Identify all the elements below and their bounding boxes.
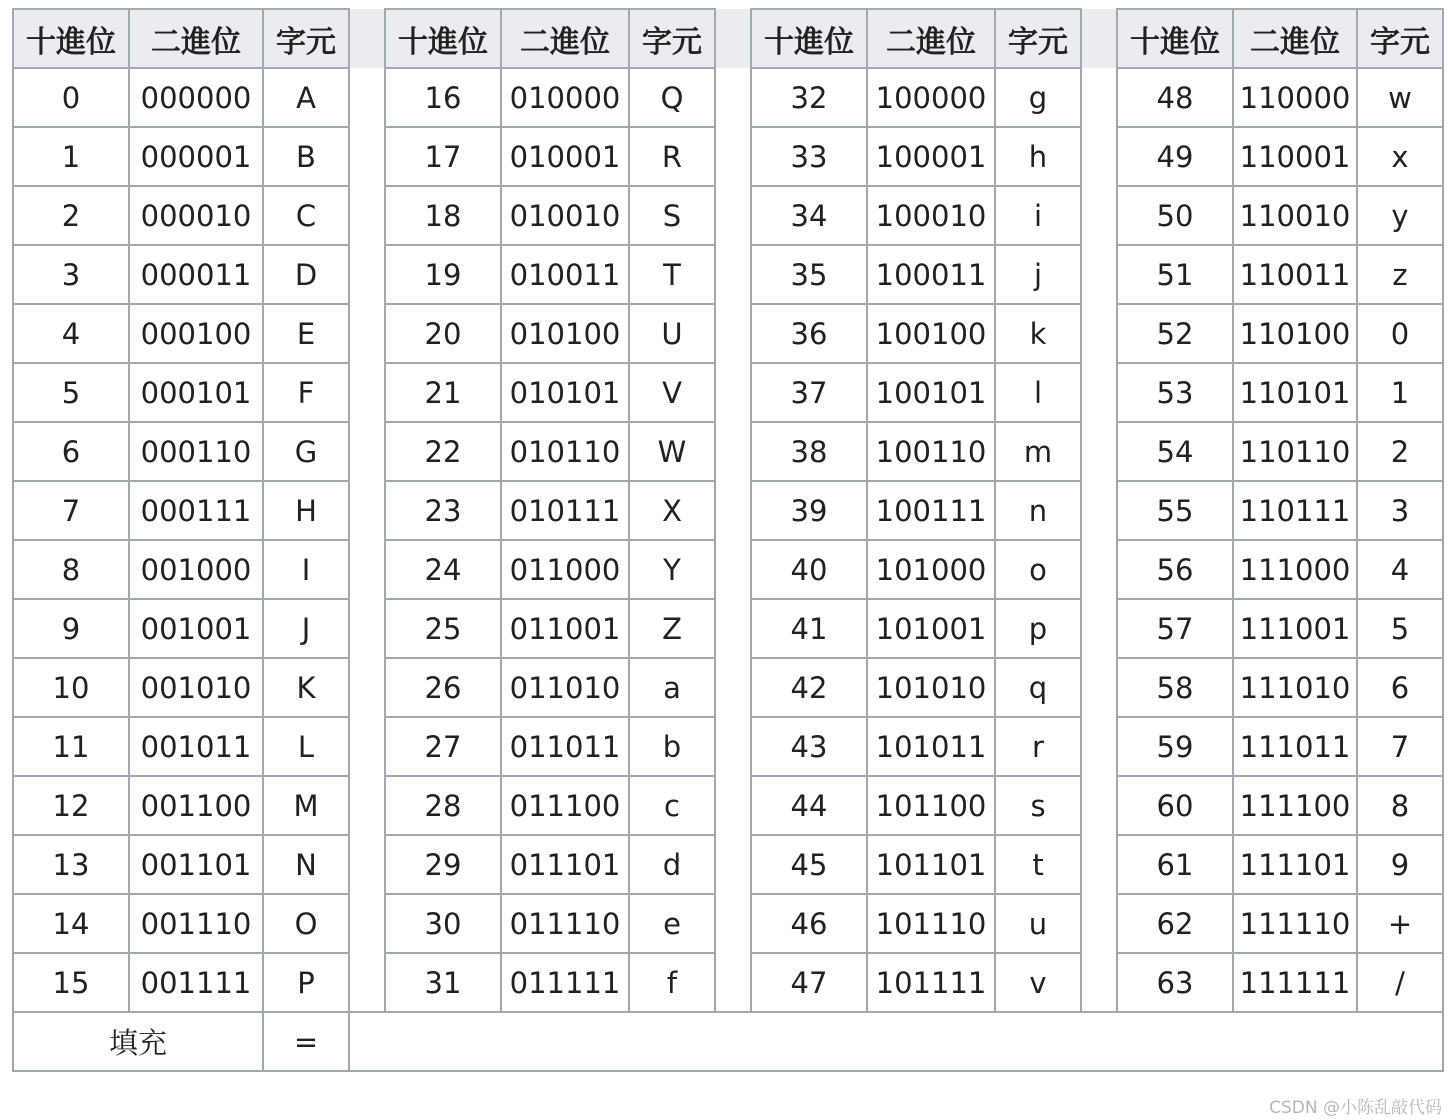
column-gap: [715, 186, 751, 245]
cell-binary: 111011: [1233, 717, 1357, 776]
cell-binary: 100100: [867, 304, 995, 363]
cell-decimal: 38: [751, 422, 867, 481]
cell-binary: 111010: [1233, 658, 1357, 717]
column-gap: [715, 835, 751, 894]
cell-char: i: [995, 186, 1081, 245]
cell-char: G: [263, 422, 349, 481]
cell-binary: 010010: [501, 186, 629, 245]
padding-row: [13, 1012, 1443, 1071]
column-gap: [349, 363, 385, 422]
column-gap: [715, 894, 751, 953]
cell-char: N: [263, 835, 349, 894]
cell-decimal: 35: [751, 245, 867, 304]
cell-decimal: 61: [1117, 835, 1233, 894]
cell-binary: 011101: [501, 835, 629, 894]
cell-char: V: [629, 363, 715, 422]
cell-decimal: 40: [751, 540, 867, 599]
cell-char: F: [263, 363, 349, 422]
cell-binary: 001001: [129, 599, 263, 658]
cell-binary: 001011: [129, 717, 263, 776]
cell-char: M: [263, 776, 349, 835]
column-gap: [349, 717, 385, 776]
cell-char: 0: [1357, 304, 1443, 363]
cell-binary: 010100: [501, 304, 629, 363]
cell-char: 1: [1357, 363, 1443, 422]
table-row: [13, 68, 1443, 127]
cell-binary: 011010: [501, 658, 629, 717]
cell-char: 8: [1357, 776, 1443, 835]
cell-char: e: [629, 894, 715, 953]
cell-decimal: 28: [385, 776, 501, 835]
cell-binary: 111110: [1233, 894, 1357, 953]
cell-binary: 110000: [1233, 68, 1357, 127]
cell-decimal: 34: [751, 186, 867, 245]
cell-decimal: 25: [385, 599, 501, 658]
cell-char: X: [629, 481, 715, 540]
column-gap: [1081, 363, 1117, 422]
cell-decimal: 26: [385, 658, 501, 717]
column-gap: [715, 363, 751, 422]
column-gap: [1081, 127, 1117, 186]
cell-char: B: [263, 127, 349, 186]
cell-decimal: 0: [13, 68, 129, 127]
cell-binary: 100110: [867, 422, 995, 481]
column-gap: [349, 422, 385, 481]
cell-binary: 010110: [501, 422, 629, 481]
column-gap: [349, 894, 385, 953]
header-row: [13, 9, 1443, 68]
cell-decimal: 17: [385, 127, 501, 186]
table-row: [13, 835, 1443, 894]
column-gap: [715, 540, 751, 599]
column-gap: [349, 186, 385, 245]
cell-binary: 100000: [867, 68, 995, 127]
cell-binary: 101000: [867, 540, 995, 599]
cell-char: c: [629, 776, 715, 835]
cell-char: H: [263, 481, 349, 540]
table-row: [13, 953, 1443, 1012]
header-char: 字元: [995, 9, 1081, 68]
cell-decimal: 23: [385, 481, 501, 540]
table-row: [13, 776, 1443, 835]
header-binary: 二進位: [867, 9, 995, 68]
column-gap: [715, 481, 751, 540]
cell-binary: 101111: [867, 953, 995, 1012]
cell-decimal: 12: [13, 776, 129, 835]
cell-binary: 010000: [501, 68, 629, 127]
column-gap: [349, 68, 385, 127]
cell-binary: 110101: [1233, 363, 1357, 422]
cell-char: 2: [1357, 422, 1443, 481]
cell-char: h: [995, 127, 1081, 186]
table-row: [13, 894, 1443, 953]
cell-decimal: 16: [385, 68, 501, 127]
cell-char: 9: [1357, 835, 1443, 894]
column-gap: [1081, 599, 1117, 658]
cell-char: f: [629, 953, 715, 1012]
cell-binary: 010111: [501, 481, 629, 540]
column-gap: [1081, 540, 1117, 599]
table-row: [13, 127, 1443, 186]
column-gap: [715, 422, 751, 481]
table-row: [13, 599, 1443, 658]
cell-binary: 110110: [1233, 422, 1357, 481]
cell-decimal: 5: [13, 363, 129, 422]
cell-char: D: [263, 245, 349, 304]
column-gap: [1081, 481, 1117, 540]
column-gap: [1081, 835, 1117, 894]
cell-char: k: [995, 304, 1081, 363]
cell-decimal: 60: [1117, 776, 1233, 835]
cell-decimal: 1: [13, 127, 129, 186]
cell-binary: 100001: [867, 127, 995, 186]
column-gap: [349, 9, 385, 68]
cell-char: w: [1357, 68, 1443, 127]
cell-binary: 001111: [129, 953, 263, 1012]
cell-binary: 100101: [867, 363, 995, 422]
cell-binary: 100111: [867, 481, 995, 540]
cell-char: l: [995, 363, 1081, 422]
cell-decimal: 8: [13, 540, 129, 599]
cell-decimal: 29: [385, 835, 501, 894]
cell-decimal: 3: [13, 245, 129, 304]
column-gap: [715, 127, 751, 186]
cell-decimal: 52: [1117, 304, 1233, 363]
cell-decimal: 33: [751, 127, 867, 186]
cell-decimal: 36: [751, 304, 867, 363]
cell-binary: 101001: [867, 599, 995, 658]
cell-decimal: 32: [751, 68, 867, 127]
column-gap: [1081, 9, 1117, 68]
table-row: [13, 363, 1443, 422]
cell-binary: 011001: [501, 599, 629, 658]
header-decimal: 十進位: [751, 9, 867, 68]
column-gap: [349, 481, 385, 540]
cell-binary: 111000: [1233, 540, 1357, 599]
cell-char: n: [995, 481, 1081, 540]
cell-decimal: 43: [751, 717, 867, 776]
table-row: [13, 481, 1443, 540]
table-row: [13, 186, 1443, 245]
column-gap: [715, 599, 751, 658]
column-gap: [1081, 68, 1117, 127]
cell-binary: 110100: [1233, 304, 1357, 363]
header-decimal: 十進位: [385, 9, 501, 68]
cell-char: a: [629, 658, 715, 717]
cell-decimal: 56: [1117, 540, 1233, 599]
table-body: [13, 68, 1443, 1071]
cell-decimal: 39: [751, 481, 867, 540]
cell-binary: 001010: [129, 658, 263, 717]
cell-decimal: 24: [385, 540, 501, 599]
cell-binary: 000101: [129, 363, 263, 422]
cell-char: r: [995, 717, 1081, 776]
cell-binary: 110011: [1233, 245, 1357, 304]
cell-binary: 000010: [129, 186, 263, 245]
cell-decimal: 9: [13, 599, 129, 658]
column-gap: [1081, 717, 1117, 776]
cell-decimal: 19: [385, 245, 501, 304]
column-gap: [1081, 304, 1117, 363]
cell-char: g: [995, 68, 1081, 127]
cell-char: 7: [1357, 717, 1443, 776]
cell-decimal: 47: [751, 953, 867, 1012]
watermark: CSDN @小陈乱敲代码: [1269, 1098, 1442, 1118]
padding-empty-cell: [349, 1012, 1443, 1071]
cell-binary: 011011: [501, 717, 629, 776]
cell-char: 4: [1357, 540, 1443, 599]
cell-decimal: 54: [1117, 422, 1233, 481]
header-decimal: 十進位: [1117, 9, 1233, 68]
column-gap: [715, 953, 751, 1012]
header-char: 字元: [263, 9, 349, 68]
cell-decimal: 57: [1117, 599, 1233, 658]
cell-binary: 001101: [129, 835, 263, 894]
cell-decimal: 55: [1117, 481, 1233, 540]
column-gap: [1081, 186, 1117, 245]
padding-label: 填充: [13, 1012, 263, 1071]
cell-char: /: [1357, 953, 1443, 1012]
column-gap: [1081, 953, 1117, 1012]
header-binary: 二進位: [129, 9, 263, 68]
cell-binary: 011111: [501, 953, 629, 1012]
cell-binary: 101101: [867, 835, 995, 894]
cell-binary: 110111: [1233, 481, 1357, 540]
cell-binary: 110010: [1233, 186, 1357, 245]
cell-char: P: [263, 953, 349, 1012]
cell-char: 6: [1357, 658, 1443, 717]
cell-binary: 101100: [867, 776, 995, 835]
column-gap: [715, 717, 751, 776]
cell-decimal: 4: [13, 304, 129, 363]
cell-decimal: 42: [751, 658, 867, 717]
cell-decimal: 31: [385, 953, 501, 1012]
cell-char: q: [995, 658, 1081, 717]
header-binary: 二進位: [501, 9, 629, 68]
cell-binary: 000011: [129, 245, 263, 304]
cell-binary: 011110: [501, 894, 629, 953]
cell-decimal: 37: [751, 363, 867, 422]
column-gap: [349, 658, 385, 717]
padding-char: =: [263, 1012, 349, 1071]
cell-decimal: 49: [1117, 127, 1233, 186]
header-decimal: 十進位: [13, 9, 129, 68]
cell-decimal: 46: [751, 894, 867, 953]
column-gap: [349, 127, 385, 186]
cell-decimal: 53: [1117, 363, 1233, 422]
table-row: [13, 304, 1443, 363]
cell-decimal: 48: [1117, 68, 1233, 127]
cell-binary: 110001: [1233, 127, 1357, 186]
cell-char: b: [629, 717, 715, 776]
cell-binary: 000100: [129, 304, 263, 363]
cell-decimal: 7: [13, 481, 129, 540]
column-gap: [715, 245, 751, 304]
cell-char: Q: [629, 68, 715, 127]
cell-char: d: [629, 835, 715, 894]
cell-binary: 100011: [867, 245, 995, 304]
cell-decimal: 58: [1117, 658, 1233, 717]
cell-decimal: 15: [13, 953, 129, 1012]
column-gap: [349, 304, 385, 363]
cell-char: y: [1357, 186, 1443, 245]
cell-binary: 101011: [867, 717, 995, 776]
cell-decimal: 14: [13, 894, 129, 953]
cell-char: m: [995, 422, 1081, 481]
cell-decimal: 10: [13, 658, 129, 717]
cell-char: 3: [1357, 481, 1443, 540]
cell-decimal: 27: [385, 717, 501, 776]
cell-char: x: [1357, 127, 1443, 186]
cell-decimal: 30: [385, 894, 501, 953]
cell-binary: 101110: [867, 894, 995, 953]
cell-decimal: 51: [1117, 245, 1233, 304]
cell-char: j: [995, 245, 1081, 304]
cell-char: Z: [629, 599, 715, 658]
column-gap: [1081, 245, 1117, 304]
cell-char: U: [629, 304, 715, 363]
column-gap: [349, 953, 385, 1012]
cell-binary: 000000: [129, 68, 263, 127]
cell-decimal: 20: [385, 304, 501, 363]
column-gap: [349, 599, 385, 658]
cell-binary: 001000: [129, 540, 263, 599]
cell-binary: 010101: [501, 363, 629, 422]
cell-binary: 000001: [129, 127, 263, 186]
column-gap: [715, 658, 751, 717]
cell-binary: 101010: [867, 658, 995, 717]
cell-binary: 000111: [129, 481, 263, 540]
cell-decimal: 59: [1117, 717, 1233, 776]
cell-char: v: [995, 953, 1081, 1012]
cell-decimal: 2: [13, 186, 129, 245]
cell-binary: 000110: [129, 422, 263, 481]
column-gap: [1081, 776, 1117, 835]
column-gap: [715, 68, 751, 127]
cell-decimal: 62: [1117, 894, 1233, 953]
cell-binary: 111100: [1233, 776, 1357, 835]
column-gap: [1081, 894, 1117, 953]
cell-decimal: 45: [751, 835, 867, 894]
cell-binary: 111001: [1233, 599, 1357, 658]
cell-decimal: 6: [13, 422, 129, 481]
column-gap: [715, 304, 751, 363]
cell-char: R: [629, 127, 715, 186]
header-char: 字元: [629, 9, 715, 68]
cell-binary: 010011: [501, 245, 629, 304]
header-char: 字元: [1357, 9, 1443, 68]
column-gap: [715, 776, 751, 835]
header-binary: 二進位: [1233, 9, 1357, 68]
cell-char: J: [263, 599, 349, 658]
column-gap: [349, 835, 385, 894]
cell-decimal: 44: [751, 776, 867, 835]
cell-char: I: [263, 540, 349, 599]
table-row: [13, 540, 1443, 599]
table-row: [13, 422, 1443, 481]
cell-char: O: [263, 894, 349, 953]
cell-binary: 011000: [501, 540, 629, 599]
cell-decimal: 22: [385, 422, 501, 481]
cell-char: T: [629, 245, 715, 304]
cell-char: K: [263, 658, 349, 717]
cell-char: +: [1357, 894, 1443, 953]
cell-decimal: 21: [385, 363, 501, 422]
column-gap: [349, 245, 385, 304]
cell-char: t: [995, 835, 1081, 894]
cell-binary: 011100: [501, 776, 629, 835]
cell-char: E: [263, 304, 349, 363]
cell-binary: 001100: [129, 776, 263, 835]
cell-decimal: 63: [1117, 953, 1233, 1012]
cell-binary: 111111: [1233, 953, 1357, 1012]
table-row: [13, 658, 1443, 717]
cell-char: u: [995, 894, 1081, 953]
cell-char: Y: [629, 540, 715, 599]
column-gap: [349, 776, 385, 835]
cell-char: S: [629, 186, 715, 245]
cell-char: p: [995, 599, 1081, 658]
cell-char: C: [263, 186, 349, 245]
cell-char: L: [263, 717, 349, 776]
cell-decimal: 50: [1117, 186, 1233, 245]
column-gap: [1081, 422, 1117, 481]
cell-char: W: [629, 422, 715, 481]
cell-binary: 111101: [1233, 835, 1357, 894]
cell-decimal: 13: [13, 835, 129, 894]
cell-char: s: [995, 776, 1081, 835]
table-row: [13, 245, 1443, 304]
column-gap: [349, 540, 385, 599]
cell-char: o: [995, 540, 1081, 599]
cell-decimal: 41: [751, 599, 867, 658]
cell-decimal: 11: [13, 717, 129, 776]
cell-binary: 010001: [501, 127, 629, 186]
cell-decimal: 18: [385, 186, 501, 245]
cell-binary: 001110: [129, 894, 263, 953]
column-gap: [1081, 658, 1117, 717]
column-gap: [715, 9, 751, 68]
cell-binary: 100010: [867, 186, 995, 245]
table-row: [13, 717, 1443, 776]
base64-index-table: [12, 8, 1444, 1072]
cell-char: z: [1357, 245, 1443, 304]
cell-char: A: [263, 68, 349, 127]
cell-char: 5: [1357, 599, 1443, 658]
